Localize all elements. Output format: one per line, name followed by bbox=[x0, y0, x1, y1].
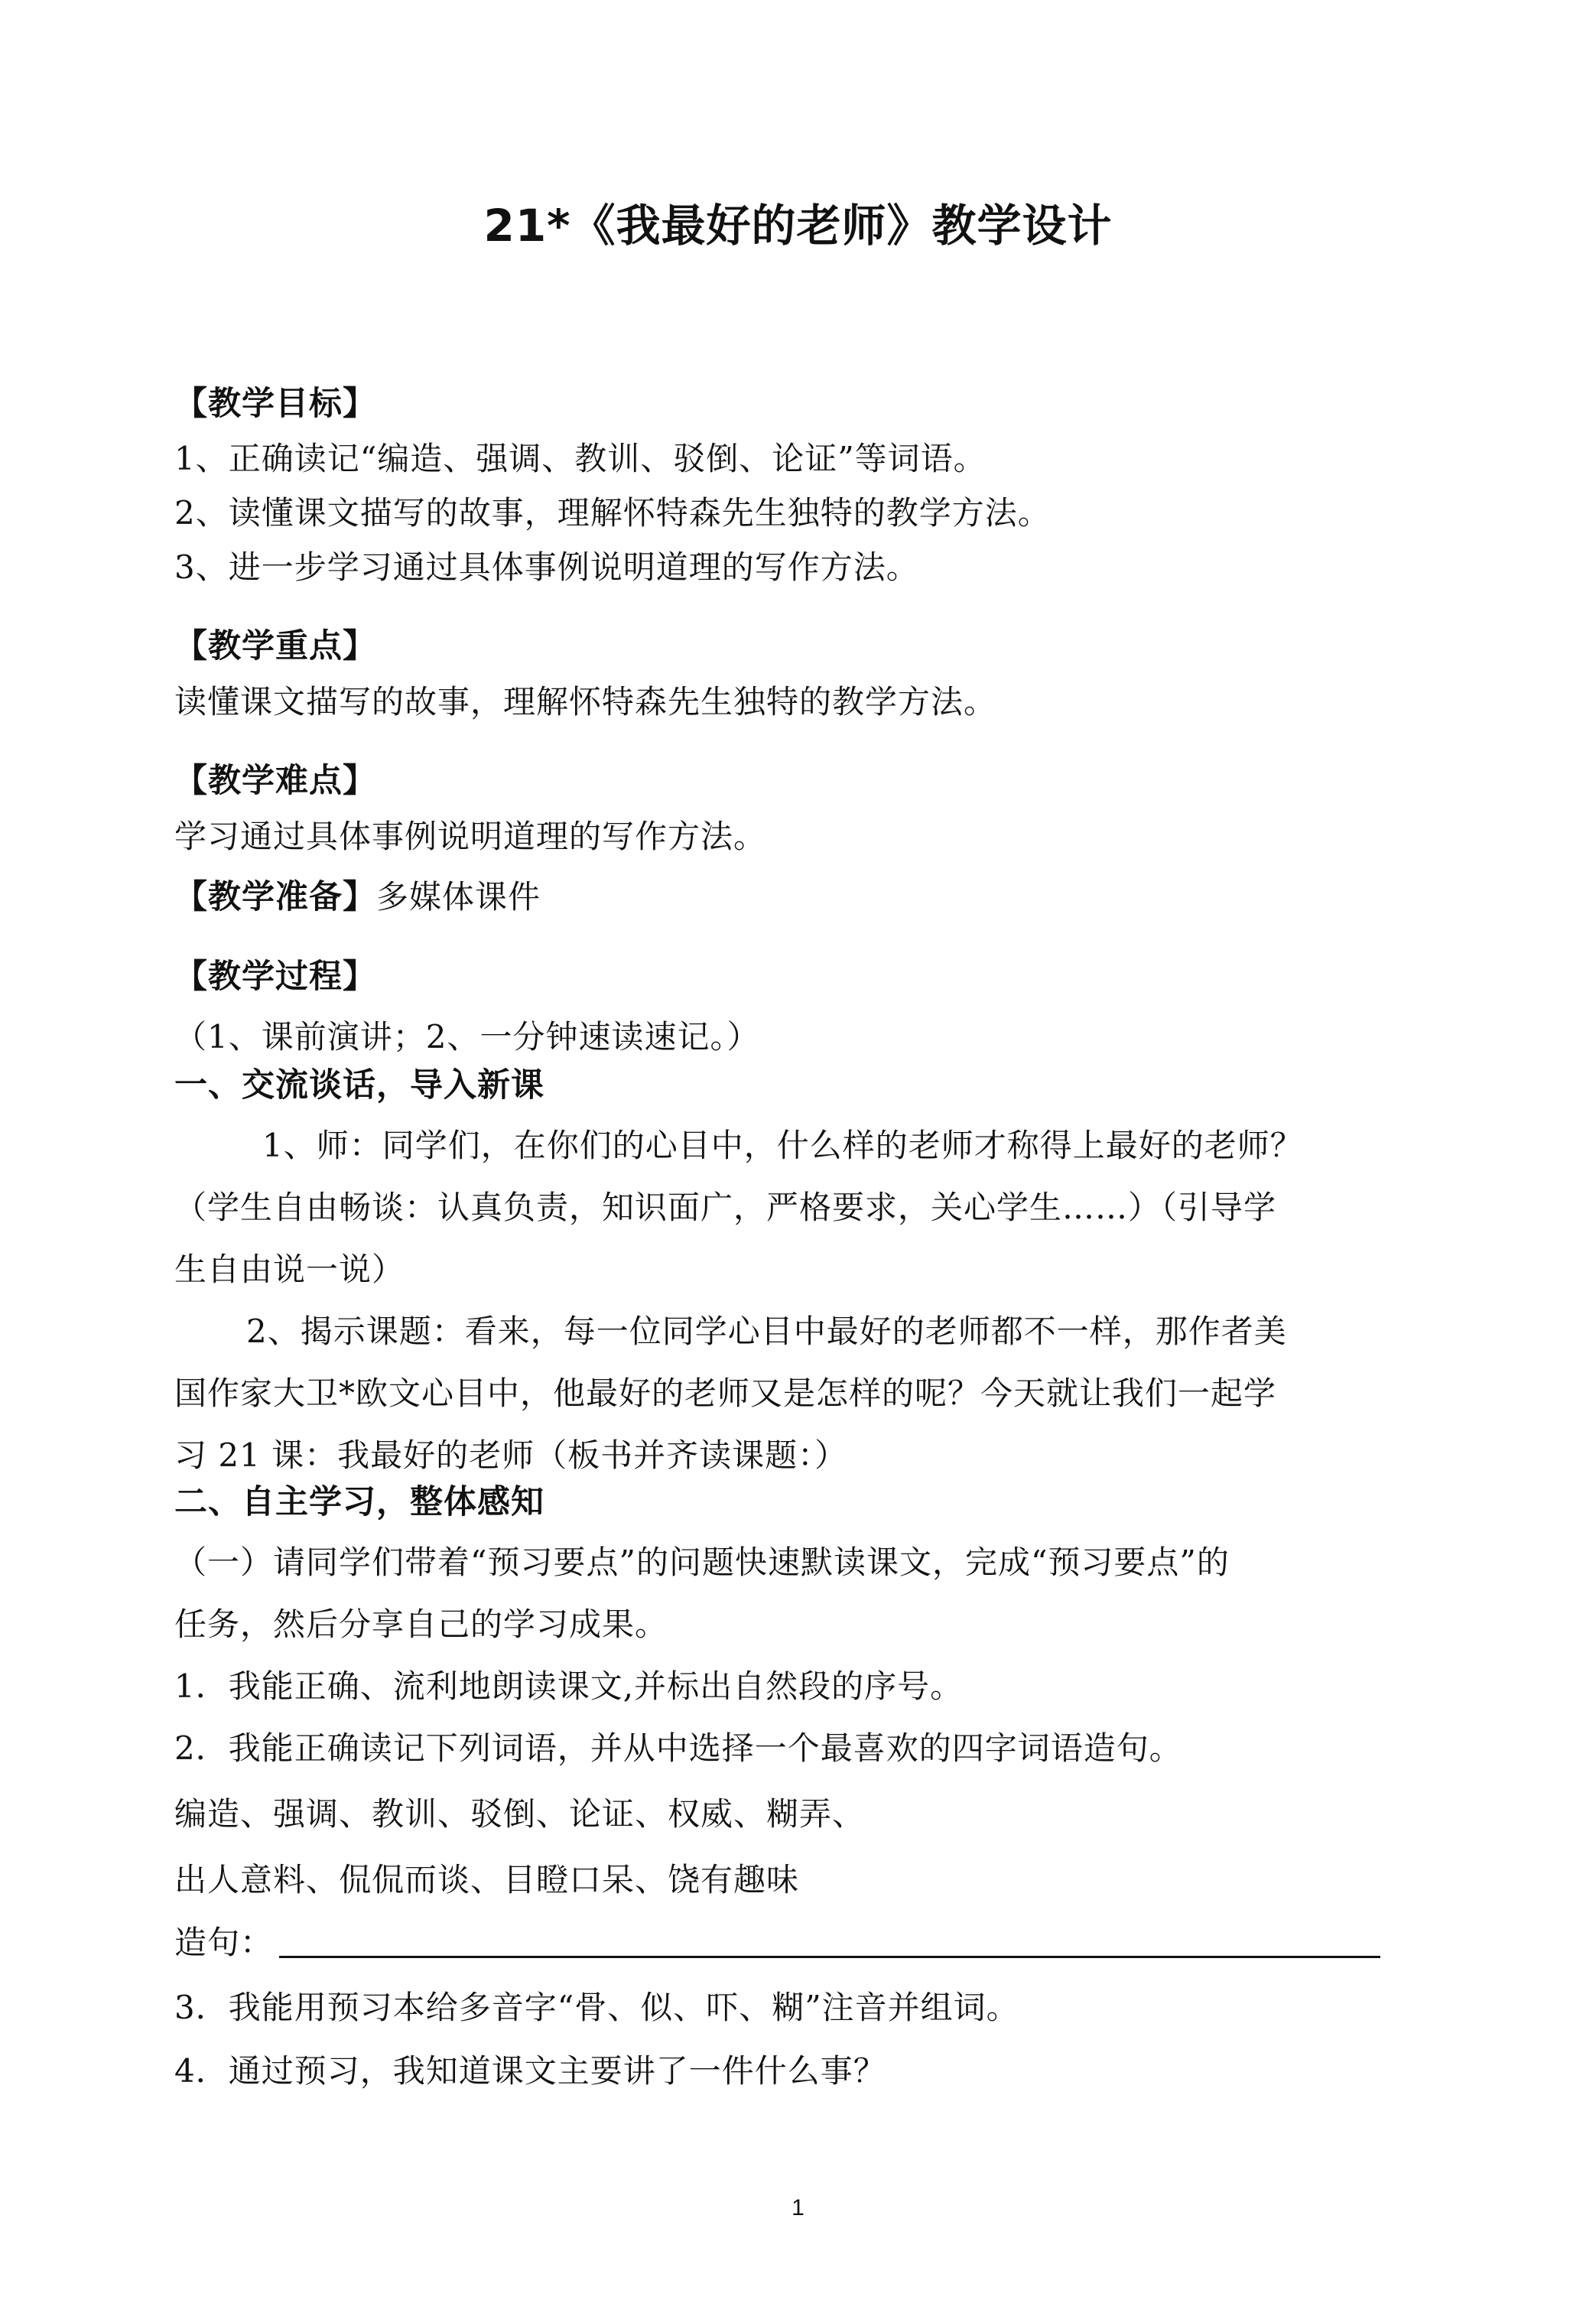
document-title: 21*《我最好的老师》教学设计 bbox=[483, 200, 1113, 252]
objective-item: 3、进一步学习通过具体事例说明道理的写作方法。 bbox=[174, 548, 919, 586]
part1-line: 1、师：同学们，在你们的心目中，什么样的老师才称得上最好的老师？ bbox=[262, 1127, 1303, 1164]
process-heading: 【教学过程】 bbox=[174, 958, 376, 996]
part2-heading: 二、自主学习，整体感知 bbox=[174, 1483, 544, 1521]
part2-line: 3．我能用预习本给多音字“骨、似、吓、糊”注音并组词。 bbox=[174, 1989, 1019, 2026]
preparation-heading: 【教学准备】 bbox=[174, 878, 376, 916]
key-point-heading: 【教学重点】 bbox=[174, 627, 376, 665]
difficulty-heading: 【教学难点】 bbox=[174, 762, 376, 800]
part1-heading: 一、交流谈话，导入新课 bbox=[174, 1066, 544, 1104]
vocabulary-line: 出人意料、侃侃而谈、目瞪口呆、饶有趣味 bbox=[174, 1861, 800, 1898]
difficulty-text: 学习通过具体事例说明道理的写作方法。 bbox=[174, 818, 767, 855]
objective-item: 1、正确读记“编造、强调、教训、驳倒、论证”等词语。 bbox=[174, 440, 987, 477]
preparation-line bbox=[174, 876, 541, 919]
objective-item: 2、读懂课文描写的故事，理解怀特森先生独特的教学方法。 bbox=[174, 494, 1051, 532]
sentence-blank-line bbox=[279, 1953, 1380, 1958]
part1-line: 习 21 课：我最好的老师（板书并齐读课题：） bbox=[174, 1436, 848, 1474]
sentence-row bbox=[174, 1921, 1380, 1964]
sentence-label: 造句： bbox=[174, 1924, 274, 1961]
part2-line: 2．我能正确读记下列词语，并从中选择一个最喜欢的四字词语造句。 bbox=[174, 1729, 1182, 1767]
part1-line: 国作家大卫*欧文心目中，他最好的老师又是怎样的呢？今天就让我们一起学 bbox=[174, 1374, 1277, 1412]
part2-line: 任务，然后分享自己的学习成果。 bbox=[174, 1605, 668, 1643]
part2-line: 1．我能正确、流利地朗读课文,并标出自然段的序号。 bbox=[174, 1667, 964, 1705]
part2-line: 4．通过预习，我知道课文主要讲了一件什么事？ bbox=[174, 2052, 886, 2090]
part2-line: （一）请同学们带着“预习要点”的问题快速默读课文，完成“预习要点”的 bbox=[174, 1544, 1230, 1581]
preparation-text: 多媒体课件 bbox=[376, 878, 541, 916]
objectives-heading: 【教学目标】 bbox=[174, 385, 376, 423]
part1-line: （学生自由畅谈：认真负责，知识面广，严格要求，关心学生……）（引导学 bbox=[174, 1189, 1277, 1226]
part1-line: 2、揭示课题：看来，每一位同学心目中最好的老师都不一样，那作者美 bbox=[246, 1313, 1287, 1350]
key-point-text: 读懂课文描写的故事，理解怀特森先生独特的教学方法。 bbox=[174, 683, 997, 721]
part1-line: 生自由说一说） bbox=[174, 1251, 405, 1288]
vocabulary-line: 编造、强调、教训、驳倒、论证、权威、糊弄、 bbox=[174, 1795, 866, 1833]
process-note: （1、课前演讲；2、一分钟速读速记。） bbox=[174, 1018, 760, 1056]
page-number: 1 bbox=[791, 2195, 805, 2220]
